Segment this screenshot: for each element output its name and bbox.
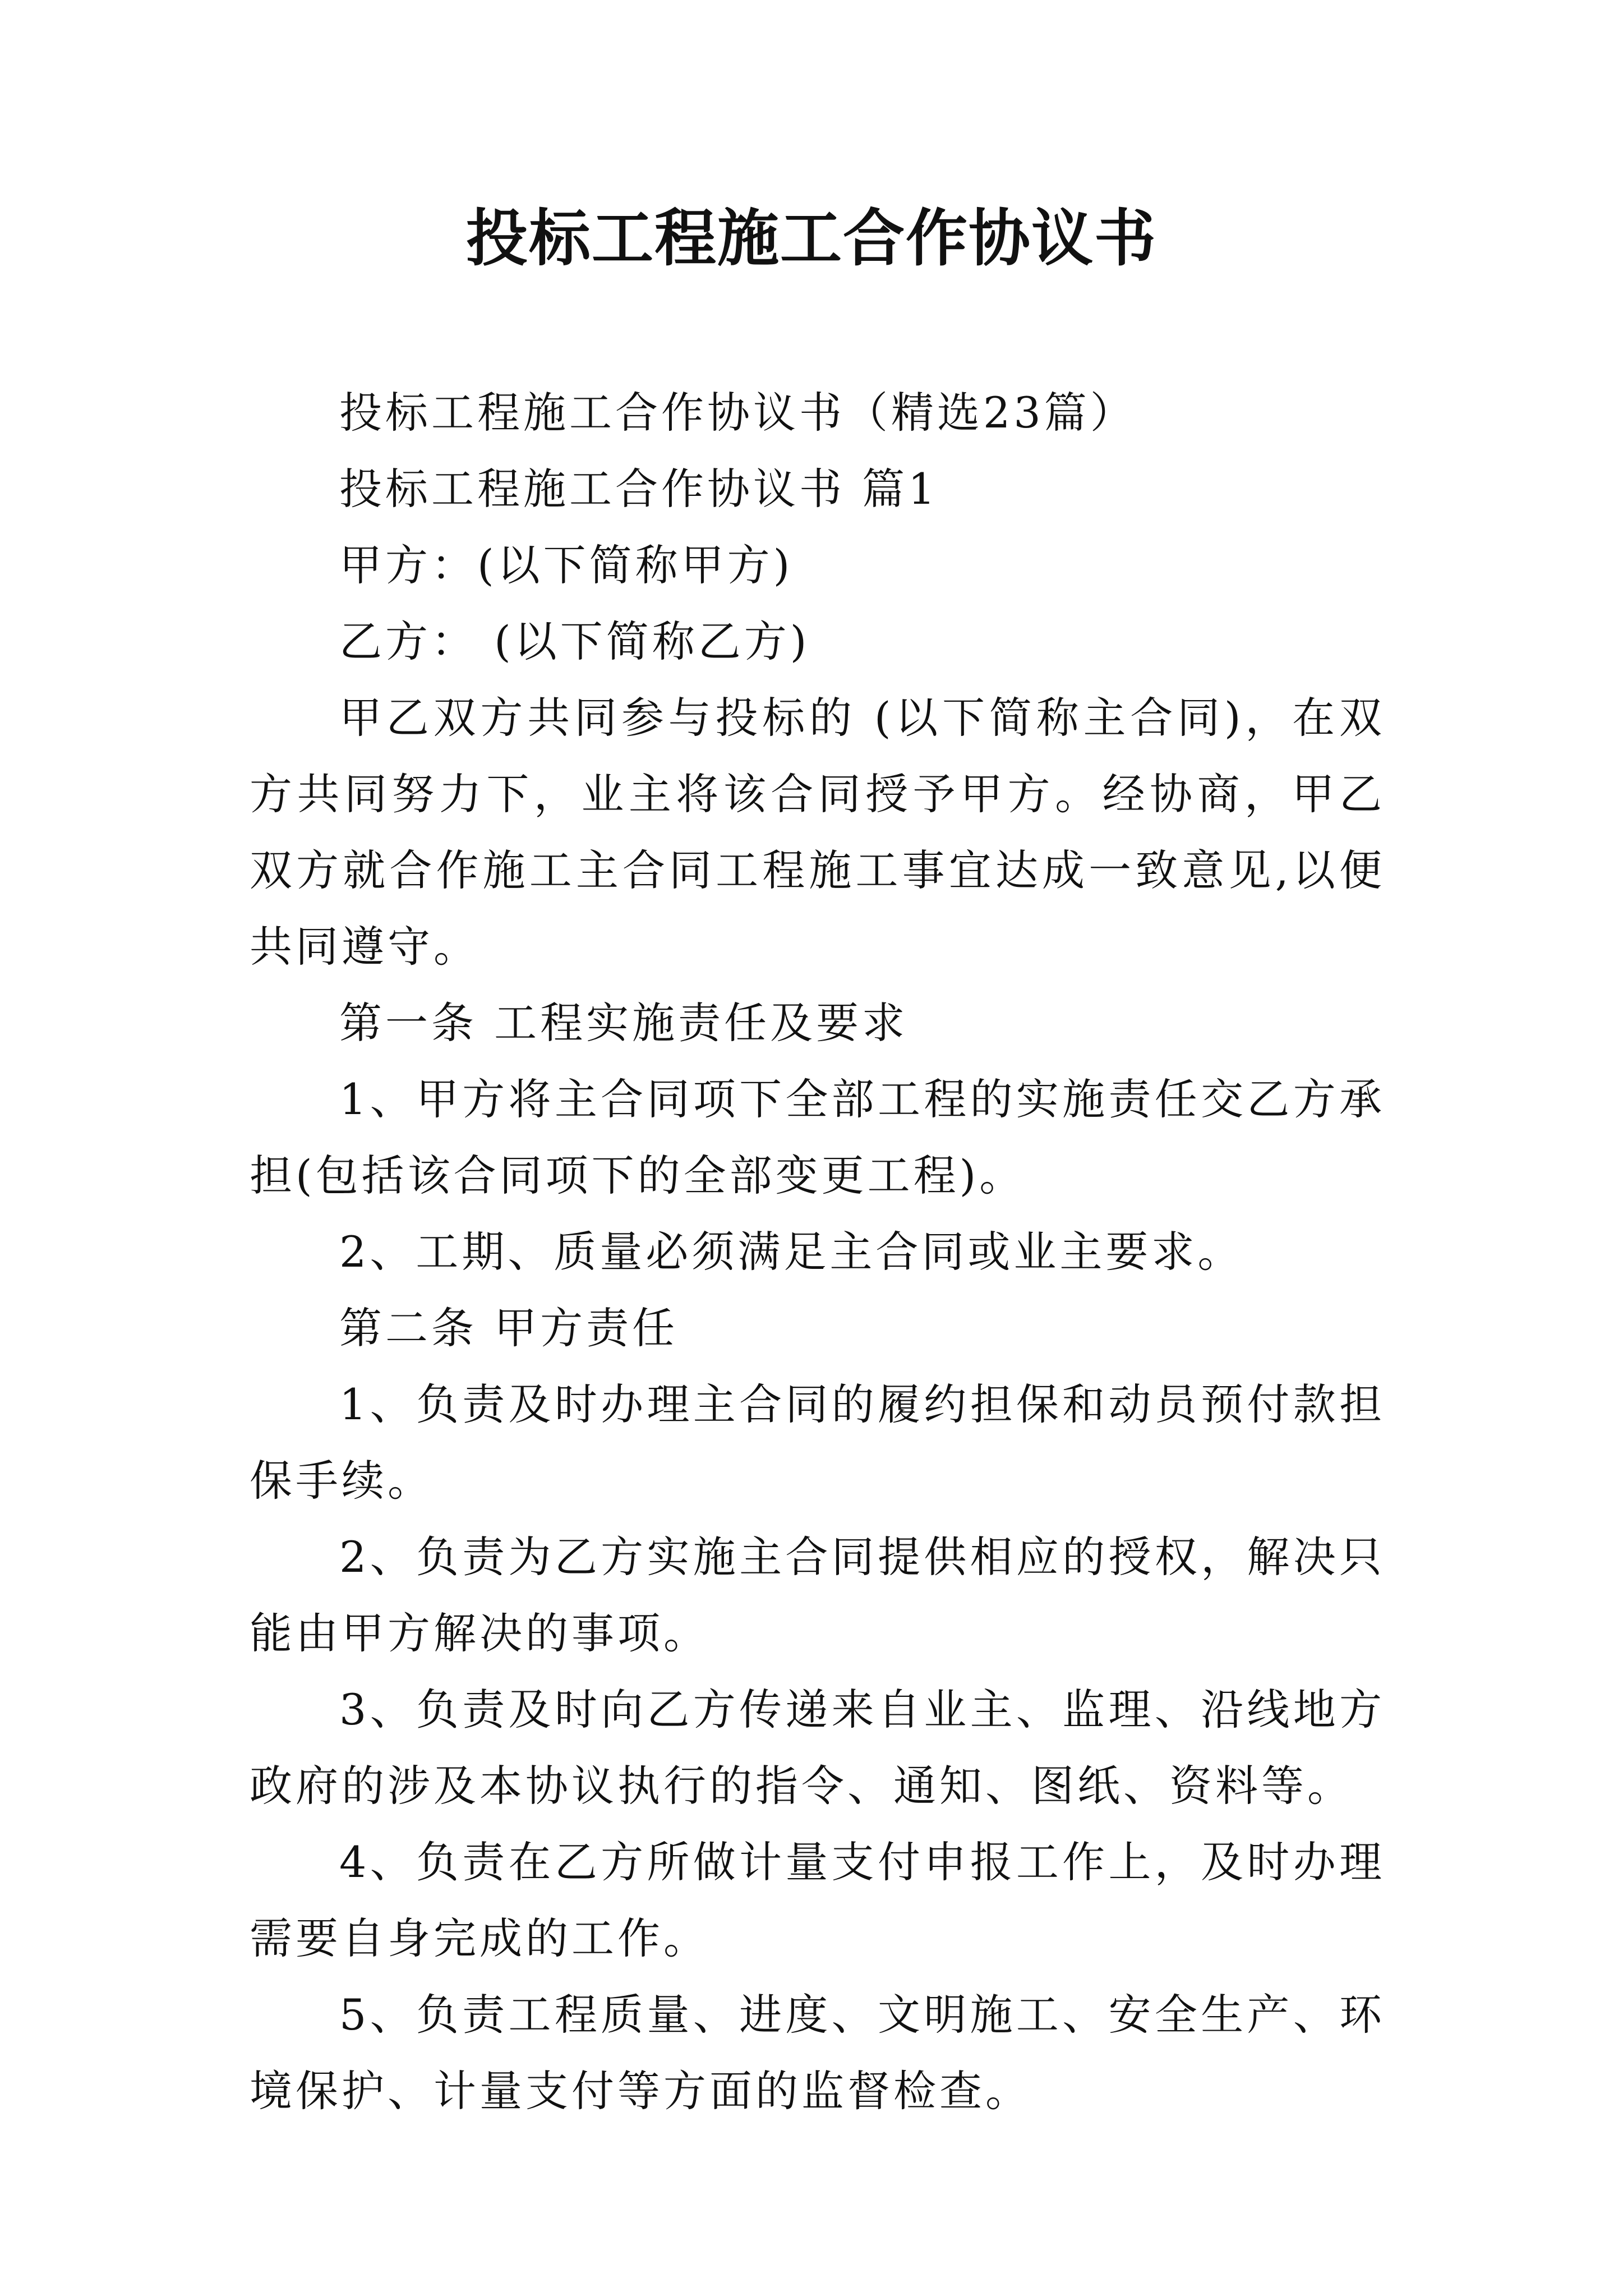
paragraph-party-b: 乙方： (以下简称乙方): [339, 616, 810, 666]
paragraph-article-1-heading: 第一条 工程实施责任及要求: [339, 998, 909, 1048]
paragraph-article-2-item-5: 5、负责工程质量、进度、文明施工、安全生产、环境保护、计量支付等方面的监督检查。: [250, 1990, 1385, 2116]
document-body: [250, 375, 1385, 2129]
document-title: 投标工程施工合作协议书: [466, 202, 1157, 274]
paragraph-article-2-item-3: 3、负责及时向乙方传递来自业主、监理、沿线地方政府的涉及本协议执行的指令、通知、图纸、资料等。: [250, 1685, 1385, 1811]
paragraph-article-2-heading: 第二条 甲方责任: [339, 1303, 679, 1353]
paragraph-article-2-item-4: 4、负责在乙方所做计量支付申报工作上，及时办理需要自身完成的工作。: [250, 1837, 1385, 1963]
paragraph-party-a: 甲方：(以下简称甲方): [339, 540, 794, 590]
paragraph-subtitle: 投标工程施工合作协议书（精选23篇）: [339, 388, 1136, 438]
paragraph-preamble: 甲乙双方共同参与投标的 (以下简称主合同)，在双方共同努力下，业主将该合同授予甲方。经协商，甲乙双方就合作施工主合同工程施工事宜达成一致意见,以便共同遵守。: [250, 693, 1385, 972]
paragraph-article-1-item-1: 1、甲方将主合同项下全部工程的实施责任交乙方承担(包括该合同项下的全部变更工程)。: [250, 1074, 1385, 1200]
paragraph-article-2-item-1: 1、负责及时办理主合同的履约担保和动员预付款担保手续。: [250, 1379, 1385, 1506]
paragraph-article-2-item-2: 2、负责为乙方实施主合同提供相应的授权，解决只能由甲方解决的事项。: [250, 1532, 1385, 1658]
paragraph-section-heading: 投标工程施工合作协议书 篇1: [339, 464, 939, 514]
paragraph-article-1-item-2: 2、工期、质量必须满足主合同或业主要求。: [339, 1227, 1244, 1277]
